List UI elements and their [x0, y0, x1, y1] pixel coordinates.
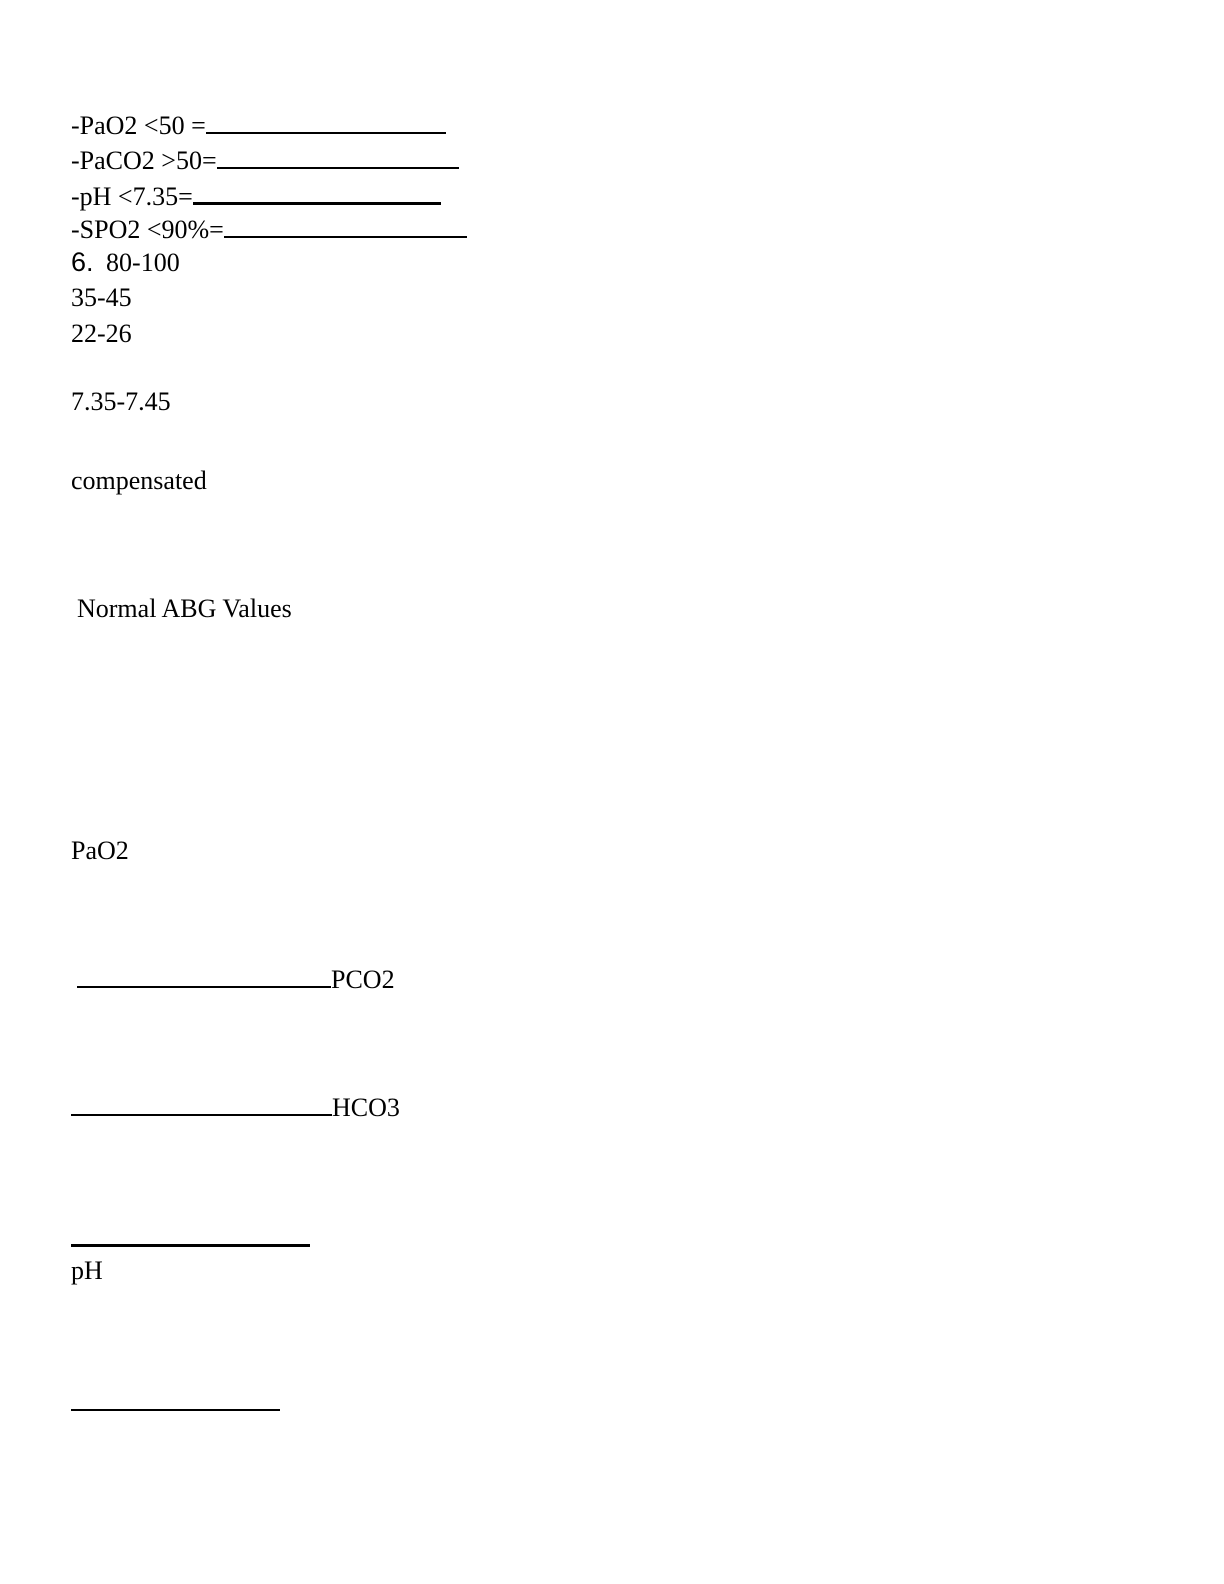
- pco2-row: [77, 964, 395, 995]
- range-hco3: 22-26: [71, 319, 132, 348]
- hco3-row: [71, 1092, 400, 1123]
- criteria-paco2-label: -PaCO2 >50=: [71, 146, 217, 175]
- range-ph: 7.35-7.45: [71, 387, 171, 416]
- answer-blank-pco2[interactable]: [77, 964, 331, 988]
- section-title: Normal ABG Values: [77, 594, 292, 623]
- label-pco2: PCO2: [331, 965, 395, 994]
- label-hco3: HCO3: [332, 1093, 400, 1122]
- label-ph: pH: [71, 1256, 103, 1285]
- answer-blank-hco3[interactable]: [71, 1092, 332, 1116]
- compensated-text: compensated: [71, 466, 207, 495]
- answer-blank-paco2[interactable]: [217, 145, 459, 169]
- criteria-spo2: [71, 214, 467, 245]
- item-number: 6.: [71, 247, 94, 277]
- range-pao2: 80-100: [106, 248, 180, 277]
- answer-blank-spo2[interactable]: [224, 214, 467, 238]
- range-pco2: 35-45: [71, 283, 132, 312]
- answer-blank-pao2[interactable]: [206, 110, 446, 134]
- answer-blank-ph[interactable]: [193, 180, 441, 205]
- criteria-pao2-label: -PaO2 <50 =: [71, 111, 206, 140]
- answer-blank-ph-value[interactable]: [71, 1244, 310, 1247]
- criteria-ph-label: -pH <7.35=: [71, 182, 193, 211]
- criteria-spo2-label: -SPO2 <90%=: [71, 215, 224, 244]
- label-pao2: PaO2: [71, 836, 129, 865]
- criteria-ph: [71, 180, 441, 212]
- item-6-row: [71, 247, 180, 278]
- answer-blank-extra[interactable]: [71, 1409, 280, 1411]
- criteria-pao2: [71, 110, 446, 141]
- criteria-paco2: [71, 145, 459, 176]
